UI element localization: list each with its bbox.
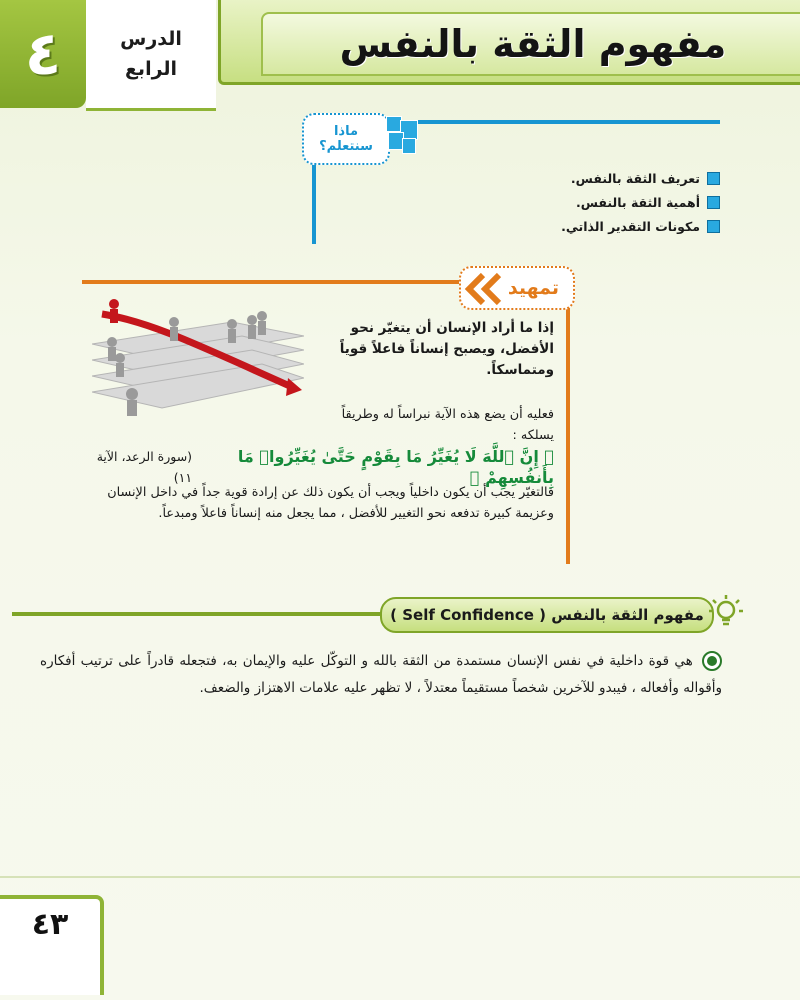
concept-heading: مفهوم الثقة بالنفس ( Self Confidence ) xyxy=(390,606,704,624)
lesson-ordinal: الرابع xyxy=(124,58,178,80)
learn-badge-line2: سنتعلم؟ xyxy=(319,139,373,154)
page-title: مفهوم الثقة بالنفس xyxy=(339,22,727,66)
title-banner-inner xyxy=(261,12,800,76)
intro-paragraph-3: فالتغيّر يجب أن يكون داخلياً ويجب أن يكون ذلك عن إرادة قوية جداً في داخل الإنسان وعزيمة كبيرة تدفعه نحو التغيير للأفضل ، مما يجعل منه إنساناً فاعلاً ومبدعاً. xyxy=(107,485,554,521)
definition-text: هي قوة داخلية في نفس الإنسان مستمدة من الثقة بالله و التوكّل عليه والإيمان به، فتجعله قادراً على ترتيب أفكاره وأقواله وأفعاله ، فيبدو للآخرين شخصاً مستقيماً معتدلاً ، لا تظهر عليه علامات الاهتزاز والضعف. xyxy=(40,653,722,696)
concept-heading-bar xyxy=(380,597,714,633)
bottom-divider xyxy=(0,876,800,878)
square-bullet-icon xyxy=(707,196,720,209)
intro-frame-side-line xyxy=(566,282,570,564)
lesson-number: ٤ xyxy=(24,19,62,89)
concept-divider-line xyxy=(12,612,382,616)
lesson-label-box xyxy=(86,0,216,111)
square-bullet-icon xyxy=(707,220,720,233)
progress-people-illustration xyxy=(92,292,304,422)
lightbulb-icon xyxy=(706,592,746,632)
square-bullet-icon xyxy=(707,172,720,185)
page-number-box xyxy=(0,895,104,995)
quran-verse-row xyxy=(90,447,554,487)
page-number: ٤٣ xyxy=(31,907,69,942)
title-banner xyxy=(218,0,800,85)
objective-item: أهمية الثقة بالنفس. xyxy=(480,190,720,214)
learn-badge-line1: ماذا xyxy=(333,124,359,139)
verse-reference: (سورة الرعد، الآية ١١) xyxy=(96,449,193,485)
quran-verse: ﴿ إِنَّ ٱللَّهَ لَا يُغَيِّرُ مَا بِقَوْمٍ حَتَّىٰ يُغَيِّرُوا۟ مَا بِأَنفُسِهِمْ ﴾ xyxy=(237,447,554,487)
intro-paragraph-2: فعليه أن يضع هذه الآية نبراساً له وطريقاً يسلكه : xyxy=(341,407,554,443)
learning-objectives-list xyxy=(480,166,720,238)
intro-paragraph-1: إذا ما أراد الإنسان أن يتغيّر نحو الأفضل، ويصبح إنساناً فاعلاً قوياً ومتماسكاً. xyxy=(339,320,554,378)
intro-badge-label: تمهيد xyxy=(507,277,559,299)
blue-squares-decoration xyxy=(386,116,420,156)
bullet-circle-icon xyxy=(702,651,722,671)
objective-item: تعريف الثقة بالنفس. xyxy=(480,166,720,190)
objective-item: مكونات التقدير الذاتي. xyxy=(480,214,720,238)
definition-paragraph xyxy=(40,648,722,702)
lesson-number-tab xyxy=(0,0,86,108)
what-will-we-learn-badge xyxy=(302,113,390,165)
lesson-word: الدرس xyxy=(120,28,182,50)
double-chevron-icon xyxy=(463,272,507,306)
